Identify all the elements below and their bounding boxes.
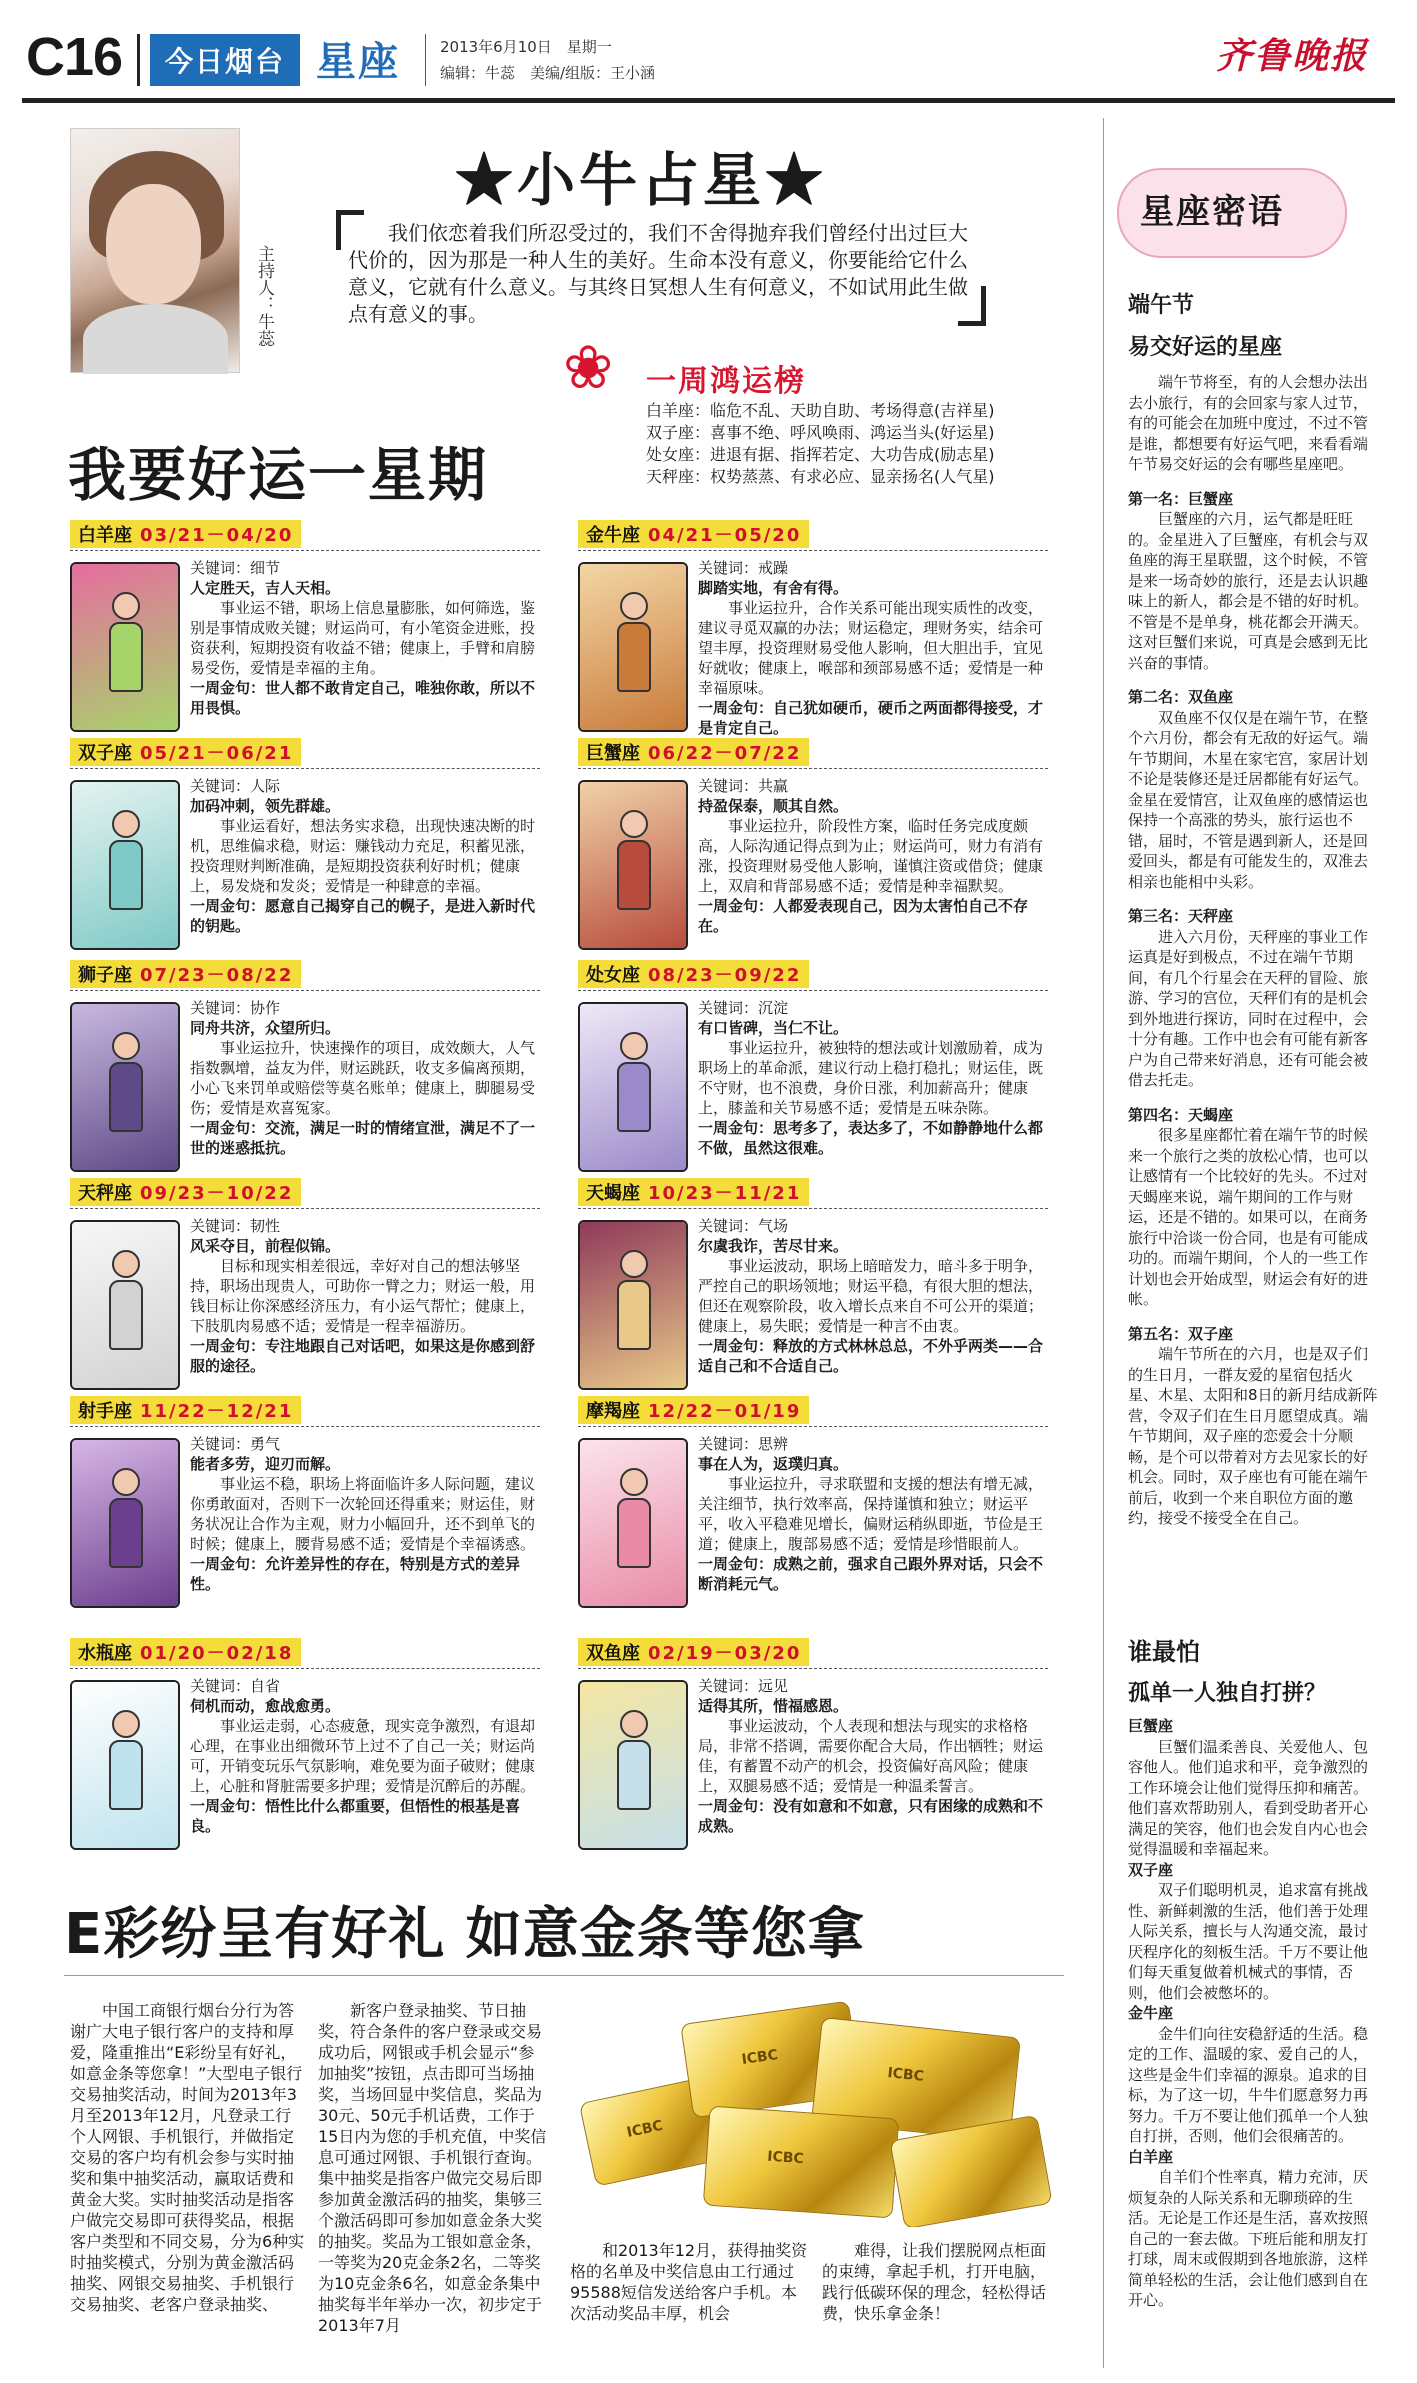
zodiac-body: 事业运走弱，心态疲惫，现实竞争激烈，有退却心理，在事业出细微环节上过不了自己一关；财运尚可，开销变玩乐气氛影响，难免要为面子破财；健康上，心脏和肾脏需要多护理；爱情是沉醉后的苏醒。 — [190, 1717, 536, 1795]
zodiac-lead: 事在人为，返璞归真。 — [698, 1455, 849, 1473]
zodiac-illustration — [578, 1002, 688, 1172]
sidebar-heading-2: 谁最怕 — [1128, 1638, 1200, 1666]
zodiac-rule — [70, 1426, 540, 1427]
zodiac-body: 事业运拉升，寻求联盟和支援的想法有增无减，关注细节，执行效率高，保持谨慎和独立；财运平平，收入平稳难见增长，偏财运稍纵即逝，节俭是王道；健康上，腹部易感不适；爱情是珍惜眼前人。 — [698, 1475, 1044, 1553]
zodiac-illustration — [70, 1220, 180, 1390]
zodiac-date: 08/23－09/22 — [648, 965, 802, 986]
bar-stamp: ICBC — [625, 2117, 665, 2141]
zodiac-keyword: 关键词：远见 — [698, 1677, 789, 1695]
zodiac-lead: 加码冲刺，领先群雄。 — [190, 797, 341, 815]
zodiac-lead: 人定胜天，吉人天相。 — [190, 579, 341, 597]
zodiac-illustration — [70, 1680, 180, 1850]
paper-logo: 齐鲁晚报 — [1216, 35, 1369, 77]
zodiac-body: 事业运不错，职场上信息量膨胀，如何筛选，鉴别是事情成败关键；财运尚可，有小笔资金进账，投资获利，短期投资有收益不错；健康上，手臂和肩膀易受伤，爱情是幸福的主角。 — [190, 599, 536, 677]
sign-text: 自羊们个性率真，精力充沛，厌烦复杂的人际关系和无聊琐碎的生活。无论是工作还是生活，喜欢按照自己的一套去做。下班后能和朋友打打球，周末或假期到各地旅游，这样简单轻松的生活，会让他们感到自在开心。 — [1128, 2168, 1369, 2309]
zodiac-body: 事业运拉升，被独特的想法或计划激励着，成为职场上的革命派，建议行动上稳打稳扎；财运佳，既不守财，也不浪费，身价日涨，利加薪高升；健康上，膝盖和关节易感不适；爱情是五味杂陈。 — [698, 1039, 1044, 1117]
zodiac-text — [190, 1434, 540, 1594]
zodiac-text — [698, 998, 1048, 1158]
zodiac-body: 事业运波动，职场上暗暗发力，暗斗多于明争，严控自己的职场领地；财运平稳，有很大胆的想法，但还在观察阶段，收入增长点来自不可公开的渠道；健康上，易失眠；爱情是一种言不由衷。 — [698, 1257, 1044, 1335]
zodiac-keyword: 关键词：戒躁 — [698, 559, 789, 577]
sidebar-badge: 星座密语 — [1140, 192, 1284, 232]
sidebar-article — [1128, 372, 1378, 1529]
header-rule — [22, 98, 1395, 103]
zodiac-body: 事业运拉升，阶段性方案，临时任务完成度颇高，人际沟通记得点到为止；财运尚可，财力有消有涨，投资理财易受他人影响，谨慎注资或借贷；健康上，双肩和背部易感不适；爱情是种幸福默契。 — [698, 817, 1044, 895]
zodiac-lead: 适得其所，惜福感恩。 — [698, 1697, 849, 1715]
zodiac-keyword: 关键词：沉淀 — [698, 999, 789, 1017]
zodiac-lead: 同舟共济，众望所归。 — [190, 1019, 341, 1037]
zodiac-quote: 一周金句：愿意自己揭穿自己的幌子，是进入新时代的钥匙。 — [190, 897, 536, 935]
zodiac-date: 06/22－07/22 — [648, 743, 802, 764]
bar-stamp: ICBC — [740, 2047, 779, 2068]
sidebar-heading: 端午节 — [1128, 293, 1195, 318]
zodiac-quote: 一周金句：交流，满足一时的情绪宣泄，满足不了一世的迷惑抵抗。 — [190, 1119, 536, 1157]
zodiac-keyword: 关键词：勇气 — [190, 1435, 281, 1453]
promo-text-col2: 新客户登录抽奖、节日抽奖，符合条件的客户登录或交易成功后，网银或手机会显示“参加抽奖”按钮，点击即可当场抽奖，当场回显中奖信息，奖品为30元、50元手机话费，工作于15日内为您的手机充值，中奖信息可通过网银、手机银行查询。集中抽奖是指客户做完交易后即参加黄金激活码的抽奖，集够三个激活码即可参加如意金条大奖的抽奖。奖品为工银如意金条，一等奖为20克金条2名，二等奖为10克金条6名，如意金条集中抽奖每半年举办一次，初步定于2013年7月 — [318, 2001, 547, 2335]
zodiac-lead: 脚踏实地，有舍有得。 — [698, 579, 849, 597]
zodiac-quote: 一周金句：成熟之前，强求自己跟外界对话，只会不断消耗元气。 — [698, 1555, 1044, 1593]
zodiac-name: 天蝎座 — [586, 1183, 640, 1204]
rank-subhead: 第二名：双鱼座 — [1128, 688, 1234, 706]
gold-bars-image — [566, 1992, 1056, 2227]
sidebar-subheading: 易交好运的星座 — [1128, 335, 1283, 360]
zodiac-label — [578, 738, 809, 766]
page-number: C16 — [26, 27, 123, 87]
rank-text: 巨蟹座的六月，运气都是旺旺的。金星进入了巨蟹座，有机会与双鱼座的海王星联盟，这个时候，不管是来一场奇妙的旅行，还是去认识趣味上的新人，都会是不错的好时机。不管是不是单身，桃花都会开满天。这对巨蟹们来说，可真是会感到无比兴奋的事情。 — [1128, 510, 1369, 672]
rank-subhead: 第三名：天秤座 — [1128, 907, 1234, 925]
promo-text-col3: 和2013年12月，获得抽奖资格的名单及中奖信息由工行通过95588短信发送给客户手机。本次活动奖品丰厚，机会 — [570, 2241, 808, 2323]
zodiac-keyword: 关键词：气场 — [698, 1217, 789, 1235]
zodiac-date: 11/22－12/21 — [140, 1401, 294, 1422]
host-label: 主持人：牛蕊 — [254, 245, 274, 347]
zodiac-text — [698, 1676, 1048, 1836]
zodiac-label — [70, 520, 301, 548]
zodiac-illustration — [578, 1438, 688, 1608]
zodiac-body: 事业运不稳，职场上将面临许多人际问题，建议你勇敢面对，否则下一次轮回还得重来；财运佳，财务状况让合作为主观，财力小幅回升，还不到单飞的时候；健康上，腰背易感不适；爱情是个幸福诱惑。 — [190, 1475, 536, 1553]
zodiac-text — [190, 998, 540, 1158]
zodiac-label — [70, 960, 301, 988]
zodiac-text — [698, 776, 1048, 936]
zodiac-label — [70, 1396, 301, 1424]
zodiac-quote: 一周金句：自己犹如硬币，硬币之两面都得接受，才是肯定自己。 — [698, 699, 1044, 737]
zodiac-keyword: 关键词：人际 — [190, 777, 281, 795]
zodiac-quote: 一周金句：思考多了，表达多了，不如静静地什么都不做，虽然这很难。 — [698, 1119, 1044, 1157]
promo-text-col1: 中国工商银行烟台分行为答谢广大电子银行客户的支持和厚爱，隆重推出“E彩纷呈有好礼，如意金条等您拿！”大型电子银行交易抽奖活动，时间为2013年3月至2013年12月，凡登录工行个人网银、手机银行，并做指定交易的客户均有机会参与实时抽奖和集中抽奖活动，赢取话费和黄金大奖。实时抽奖活动是指客户做完交易即可获得奖品，根据客户类型和不同交易，分为6种实时抽奖模式，分别为黄金激活码抽奖、网银交易抽奖、手机银行交易抽奖、老客户登录抽奖、 — [70, 2001, 305, 2314]
sidebar-subheading-2: 孤单一人独自打拼？ — [1128, 1681, 1327, 1706]
zodiac-illustration — [578, 780, 688, 950]
ranking-item: 天秤座：权势蒸蒸、有求必应、显亲扬名(人气星) — [646, 467, 995, 486]
zodiac-keyword: 关键词：协作 — [190, 999, 281, 1017]
weekly-ranking-title: 一周鸿运榜 — [646, 364, 806, 399]
zodiac-date: 05/21－06/21 — [140, 743, 294, 764]
zodiac-lead: 能者多劳，迎刃而解。 — [190, 1455, 341, 1473]
zodiac-date: 01/20－02/18 — [140, 1643, 294, 1664]
zodiac-name: 白羊座 — [78, 525, 132, 546]
zodiac-label — [70, 1638, 301, 1666]
zodiac-illustration — [578, 1680, 688, 1850]
zodiac-quote: 一周金句：悟性比什么都重要，但悟性的根基是喜良。 — [190, 1797, 521, 1835]
sign-subhead: 双子座 — [1128, 1860, 1174, 1879]
ranking-item: 处女座：进退有据、指挥若定、大功告成(励志星) — [646, 445, 995, 464]
section-badge: 今日烟台 — [150, 34, 300, 86]
zodiac-label — [578, 960, 809, 988]
zodiac-label — [70, 738, 301, 766]
rank-text: 很多星座都忙着在端午节的时候来一个旅行之类的放松心情，也可以让感情有一个比较好的先头。不过对天蝎座来说，端午期间的工作与财运，还是不错的。如果可以，在商务旅行中洽谈一份合同，也是有可能成功的。而端午期间，个人的一些工作计划也会开始成型，财运会有好的进帐。 — [1128, 1126, 1369, 1308]
zodiac-name: 双鱼座 — [586, 1643, 640, 1664]
zodiac-text — [698, 1434, 1048, 1594]
zodiac-text — [190, 776, 540, 936]
zodiac-label — [70, 1178, 301, 1206]
zodiac-name: 水瓶座 — [78, 1643, 132, 1664]
bar-stamp: ICBC — [766, 2148, 805, 2168]
intro-quote: 我们依恋着我们所忍受过的，我们不舍得抛弃我们曾经付出过巨大代价的，因为那是一种人生的美好。生命本没有意义，你要能给它什么意义，它就有什么意义。与其终日冥想人生有何意义，不如试用此生做点有意义的事。 — [348, 221, 968, 326]
zodiac-name: 双子座 — [78, 743, 132, 764]
zodiac-illustration — [70, 780, 180, 950]
zodiac-date: 03/21－04/20 — [140, 525, 294, 546]
zodiac-quote: 一周金句：世人都不敢肯定自己，唯独你敢，所以不用畏惧。 — [190, 679, 536, 717]
zodiac-quote: 一周金句：专注地跟自己对话吧，如果这是你感到舒服的途径。 — [190, 1337, 536, 1375]
promo-heading: E彩纷呈有好礼 如意金条等您拿 — [64, 1902, 865, 1967]
zodiac-rule — [578, 990, 1048, 991]
zodiac-keyword: 关键词：韧性 — [190, 1217, 281, 1235]
zodiac-date: 04/21－05/20 — [648, 525, 802, 546]
zodiac-quote: 一周金句：没有如意和不如意，只有困缘的成熟和不成熟。 — [698, 1797, 1044, 1835]
rank-text: 端午节所在的六月，也是双子们的生日月，一群友爱的星宿包括火星、木星、太阳和8日的新月结成新阵营，令双子们在生日月愿望成真。端午节期间，双子座的恋爱会十分顺畅，是个可以带着对方去见家长的好机会。同时，双子座也有可能在端午前后，收到一个来自职位方面的邀约，接受不接受全在自己。 — [1128, 1345, 1378, 1527]
zodiac-rule — [70, 1208, 540, 1209]
zodiac-rule — [70, 550, 540, 551]
subsection-title: 星座 — [316, 39, 400, 85]
zodiac-rule — [578, 1426, 1048, 1427]
zodiac-label — [578, 1178, 809, 1206]
sign-text: 双子们聪明机灵，追求富有挑战性、新鲜刺激的生活，他们善于处理人际关系，擅长与人沟通交流，最讨厌程序化的刻板生活。千万不要让他们每天重复做着机械式的事情，否则，他们会被憋坏的。 — [1128, 1881, 1369, 2002]
rank-subhead: 第五名：双子座 — [1128, 1324, 1234, 1343]
zodiac-date: 02/19－03/20 — [648, 1643, 802, 1664]
main-heading: 我要好运一星期 — [68, 441, 489, 509]
zodiac-name: 射手座 — [78, 1401, 132, 1422]
ranking-item: 白羊座：临危不乱、天助自助、考场得意(吉祥星) — [646, 401, 995, 420]
zodiac-date: 12/22－01/19 — [648, 1401, 802, 1422]
zodiac-text — [190, 1216, 540, 1376]
zodiac-keyword: 关键词：思辨 — [698, 1435, 789, 1453]
zodiac-name: 天秤座 — [78, 1183, 132, 1204]
zodiac-body: 目标和现实相差很远，幸好对自己的想法够坚持，职场出现贵人，可助你一臂之力；财运一般，用钱目标让你深感经济压力，有小运气帮忙；健康上，下肢肌肉易感不适；爱情是一程幸福游历。 — [190, 1257, 536, 1335]
page-header — [0, 0, 1417, 110]
zodiac-rule — [70, 1668, 540, 1669]
zodiac-label — [578, 1396, 809, 1424]
zodiac-date: 10/23－11/21 — [648, 1183, 802, 1204]
sidebar-article-2 — [1128, 1716, 1378, 2311]
zodiac-quote: 一周金句：允许差异性的存在，特别是方式的差异性。 — [190, 1555, 521, 1593]
sign-text: 巨蟹们温柔善良、关爱他人、包容他人。他们追求和平，竞争激烈的工作环境会让他们觉得压抑和痛苦。他们喜欢帮助别人，看到受助者开心满足的笑容，他们也会发自内心也会觉得温暖和幸福起来。 — [1128, 1737, 1369, 1858]
zodiac-body: 事业运拉升，快速操作的项目，成效颇大，人气指数飘增，益友为伴，财运跳跃，收支多偏离预期，小心飞来罚单或赔偿等莫名账单；健康上，脚腿易受伤；爱情是欢喜冤家。 — [190, 1039, 536, 1117]
zodiac-rule — [70, 990, 540, 991]
zodiac-text — [190, 558, 540, 718]
editor-line: 编辑：牛蕊 美编/组版：王小涵 — [440, 64, 656, 82]
zodiac-lead: 有口皆碑，当仁不让。 — [698, 1019, 849, 1037]
sign-subhead: 白羊座 — [1128, 2147, 1174, 2166]
zodiac-label — [578, 520, 809, 548]
zodiac-rule — [70, 768, 540, 769]
zodiac-quote: 一周金句：人都爱表现自己，因为太害怕自己不存在。 — [698, 897, 1029, 935]
zodiac-body: 事业运拉升，合作关系可能出现实质性的改变，建议寻觅双赢的办法；财运稳定，理财务实，结余可望丰厚，投资理财易受他人影响，但大胆出手，宜见好就收；健康上，喉部和颈部易感不适；爱情是一种幸福原味。 — [698, 599, 1044, 697]
zodiac-lead: 尔虞我诈，苦尽甘来。 — [698, 1237, 849, 1255]
weekly-ranking-list — [646, 400, 1006, 488]
sign-text: 金牛们向往安稳舒适的生活。稳定的工作、温暖的家、爱自己的人，这些是金牛们幸福的源泉。追求的目标，为了这一切，牛牛们愿意努力再努力。千万不要让他们孤单一个人独自打拼，否则，他们会很痛苦的。 — [1128, 2024, 1369, 2145]
zodiac-name: 处女座 — [586, 965, 640, 986]
meta-divider — [425, 34, 426, 86]
zodiac-illustration — [70, 562, 180, 732]
zodiac-text — [698, 558, 1048, 738]
zodiac-rule — [578, 1668, 1048, 1669]
zodiac-name: 狮子座 — [78, 965, 132, 986]
zodiac-rule — [578, 550, 1048, 551]
column-title: ★小牛占星★ — [455, 146, 828, 214]
zodiac-rule — [578, 768, 1048, 769]
sign-subhead: 金牛座 — [1128, 2004, 1174, 2022]
header-divider — [137, 34, 140, 86]
promo-rule — [64, 1975, 1064, 1976]
zodiac-date: 09/23－10/22 — [140, 1183, 294, 1204]
zodiac-keyword: 关键词：自省 — [190, 1677, 281, 1695]
bar-stamp: ICBC — [886, 2065, 925, 2085]
sign-subhead: 巨蟹座 — [1128, 1717, 1174, 1735]
zodiac-keyword: 关键词：细节 — [190, 559, 281, 577]
zodiac-name: 巨蟹座 — [586, 743, 640, 764]
column-divider — [1103, 118, 1104, 2368]
zodiac-text — [190, 1676, 540, 1836]
rank-text: 双鱼座不仅仅是在端午节，在整个六月份，都会有无敌的好运气。端午节期间，木星在家宅宫，家居计划不论是装修还是迁居都能有好运气。金星在爱情宫，让双鱼座的感情运也保持一个高涨的势头，旅行运也不错，届时，不管是遇到新人，还是回爱回头，都是有可能发生的，双准去相亲也能相中头彩。 — [1128, 708, 1369, 891]
zodiac-lead: 持盈保泰，顺其自然。 — [698, 797, 849, 815]
zodiac-body: 事业运看好，想法务实求稳，出现快速决断的时机，思维偏求稳，财运：赚钱动力充足，积蓄见涨，投资理财判断准确，是短期投资获利好时机；健康上，易发烧和发炎；爱情是一种肆意的幸福。 — [190, 817, 536, 895]
zodiac-illustration — [578, 1220, 688, 1390]
zodiac-date: 07/23－08/22 — [140, 965, 294, 986]
zodiac-text — [698, 1216, 1048, 1376]
zodiac-keyword: 关键词：共赢 — [698, 777, 789, 795]
zodiac-illustration — [70, 1002, 180, 1172]
zodiac-body: 事业运波动，个人表现和想法与现实的求格格局，非常不搭调，需要你配合大局，作出牺牲；财运佳，有蓄置不动产的机会，投资偏好高风险；健康上，双腿易感不适；爱情是一种温柔誓言。 — [698, 1717, 1044, 1795]
zodiac-name: 摩羯座 — [586, 1401, 640, 1422]
zodiac-lead: 风采夺目，前程似锦。 — [190, 1237, 341, 1255]
promo-text-col4: 难得，让我们摆脱网点柜面的束缚，拿起手机，打开电脑，践行低碳环保的理念，轻松得话费，快乐拿金条！ — [822, 2241, 1047, 2323]
zodiac-rule — [578, 1208, 1048, 1209]
ranking-item: 双子座：喜事不绝、呼风唤雨、鸿运当头(好运星) — [646, 423, 995, 442]
zodiac-label — [578, 1638, 809, 1666]
rank-subhead: 第一名：巨蟹座 — [1128, 489, 1234, 508]
zodiac-quote: 一周金句：释放的方式林林总总，不外乎两类——合适自己和不合适自己。 — [698, 1337, 1044, 1375]
zodiac-name: 金牛座 — [586, 525, 640, 546]
zodiac-illustration — [70, 1438, 180, 1608]
sidebar-intro: 端午节将至，有的人会想办法出去小旅行，有的会回家与家人过节，有的可能会在加班中度过，不过不管是谁，都想要有好运气吧，来看看端午节易交好运的会有哪些星座吧。 — [1128, 373, 1369, 473]
ribbon-icon: ❀ — [563, 333, 614, 403]
date-line: 2013年6月10日 星期一 — [440, 38, 612, 56]
host-photo — [70, 128, 240, 373]
zodiac-illustration — [578, 562, 688, 732]
rank-subhead: 第四名：天蝎座 — [1128, 1105, 1234, 1124]
zodiac-lead: 伺机而动，愈战愈勇。 — [190, 1697, 341, 1715]
rank-text: 进入六月份，天秤座的事业工作运真是好到极点，不过在端午节期间，有几个行星会在天秤的冒险、旅游、学习的宫位，天秤们有的是机会到外地进行探访，同时在过程中，会十分有趣。工作中也会有可能有新客户为自己带来好消息，还有可能会被借去托走。 — [1128, 927, 1369, 1089]
